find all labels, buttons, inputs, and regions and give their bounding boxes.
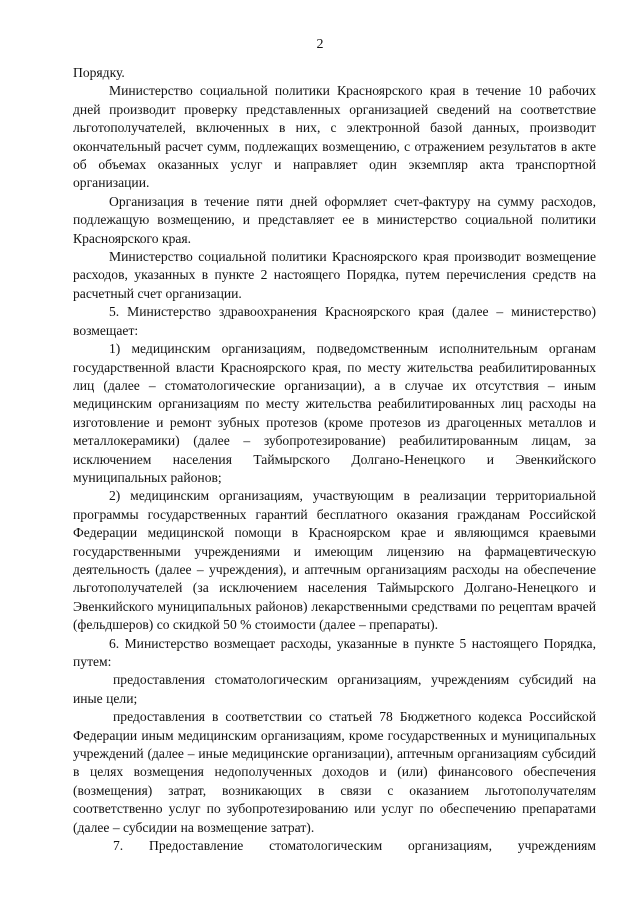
paragraph-item-5: 5. Министерство здравоохранения Красноярского края (далее – министерство) возмещает:: [73, 304, 596, 338]
paragraph-subitem-2: 2) медицинским организациям, участвующим в реализации территориальной программы государственных гарантий бесплатного оказания гражданам Российской Федерации медицинской помощи в Красноярском крае и являющимся краевыми государственными учреждениями и имеющим лицензию на фармацевтическую деятельность (далее – учреждения), и аптечным организациям расходы на обеспечение льготополучателей (за исключением населения Таймырского Долгано-Ненецкого и Эвенкийского муниципальных районов) лекарственными средствами по рецептам врачей (фельдшеров) со скидкой 50 % стоимости (далее – препараты).: [73, 488, 596, 633]
paragraph-subsidies-article-78: предоставления в соответствии со статьей 78 Бюджетного кодекса Российской Федерации иным медицинским организациям, кроме государственных и муниципальных учреждений (далее – иные медицинские организации), аптечным организациям субсидий в целях возмещения недополученных доходов и (или) финансового обеспечения (возмещения) затрат, возникающих в связи с оказанием льготополучателям соответственно услуг по зубопротезированию или услуг по обеспечению препаратами (далее – субсидии на возмещение затрат).: [73, 709, 596, 835]
paragraph-verification: Министерство социальной политики Красноярского края в течение 10 рабочих дней производит проверку представленных организацией сведений на соответствие льготополучателей, включенных в них, с электронной базой данных, производит окончательный расчет сумм, подлежащих возмещению, с отражением результатов в акте об объемах оказанных услуг и направляет один экземпляр акта транспортной организации.: [73, 83, 596, 191]
document-body: [73, 64, 596, 855]
paragraph-continuation: Порядку.: [73, 65, 125, 80]
paragraph-subitem-1: 1) медицинским организациям, подведомственным исполнительным органам государственной власти Красноярского края, по месту жительства реабилитированных лиц (далее – стоматологические организации), а в случае их отсутствия – иным медицинским организациям по месту жительства реабилитированных лиц расходы на изготовление и ремонт зубных протезов (кроме протезов из драгоценных металлов и металлокерамики) (далее – зубопротезирование) реабилитированным лицам, за исключением населения Таймырского Долгано-Ненецкого и Эвенкийского муниципальных районов;: [73, 341, 596, 485]
paragraph-item-6: 6. Министерство возмещает расходы, указанные в пункте 5 настоящего Порядка, путем:: [73, 635, 596, 669]
paragraph-subsidies-other: предоставления стоматологическим организациям, учреждениям субсидий на иные цели;: [73, 672, 596, 706]
paragraph-invoice: Организация в течение пяти дней оформляет счет-фактуру на сумму расходов, подлежащую возмещению, и представляет ее в министерство социальной политики Красноярского края.: [73, 193, 596, 246]
paragraph-item-7: 7. Предоставление стоматологическим организациям, учреждениям: [113, 838, 596, 854]
paragraph-reimbursement: Министерство социальной политики Красноярского края производит возмещение расходов, указанных в пункте 2 настоящего Порядка, путем перечисления средств на расчетный счет организации.: [73, 249, 596, 301]
page-number: 2: [316, 37, 324, 52]
